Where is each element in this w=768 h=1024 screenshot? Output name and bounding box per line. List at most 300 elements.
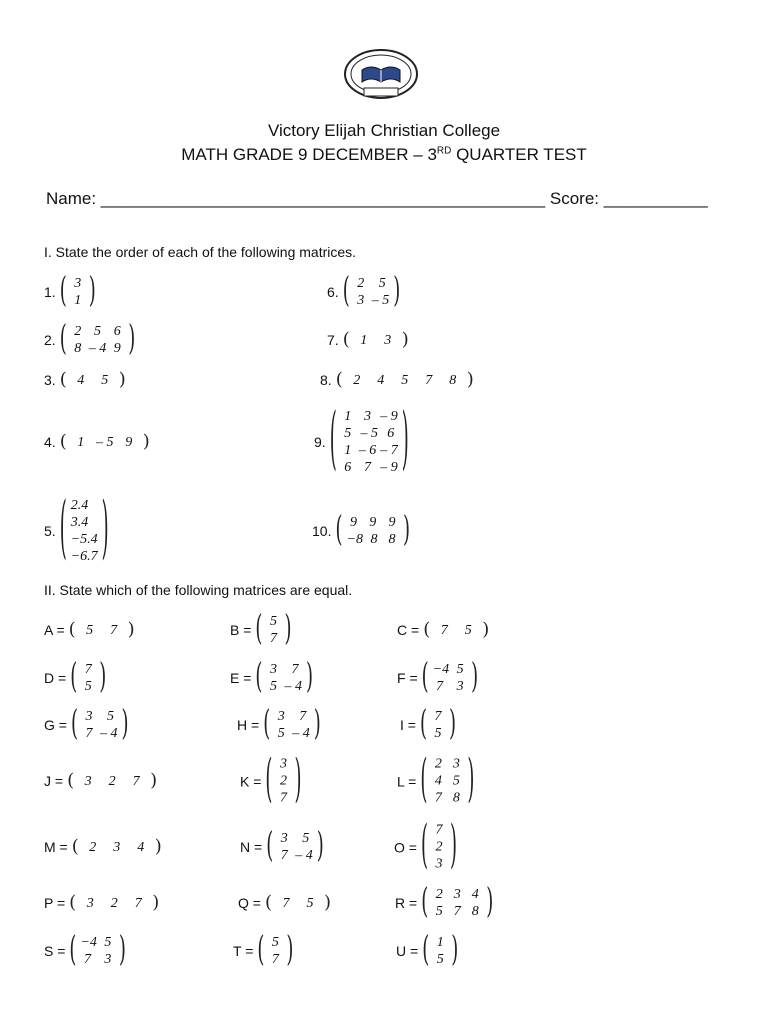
- matrix-entry: 4: [137, 839, 145, 855]
- matrix-item: [397, 657, 479, 697]
- right-paren: ): [471, 657, 479, 697]
- matrix: [336, 371, 474, 389]
- item-label: Q =: [238, 895, 261, 911]
- left-paren: (: [419, 704, 427, 744]
- matrix: [60, 371, 126, 389]
- item-label: 5.: [44, 523, 56, 539]
- matrix-row: [81, 839, 153, 856]
- matrix-entry: 5: [269, 679, 277, 694]
- matrix-entry: 7: [436, 679, 444, 694]
- part1-instruction: I. State the order of each of the following matrices.: [44, 244, 357, 260]
- item-label: 3.: [44, 372, 56, 388]
- matrix: [420, 815, 458, 876]
- right-paren: ): [451, 930, 459, 970]
- matrix-item: [44, 271, 96, 311]
- matrix-row: [430, 856, 448, 873]
- matrix-row: [78, 951, 116, 968]
- matrix-item: [312, 510, 410, 550]
- matrix-item: [44, 489, 109, 569]
- matrix-row: [272, 725, 312, 742]
- matrix-row: [274, 756, 292, 773]
- item-label: 10.: [312, 523, 332, 539]
- right-paren: ): [150, 770, 158, 791]
- matrix-row: [78, 934, 116, 951]
- matrix: [335, 510, 410, 550]
- right-paren: ): [450, 815, 458, 876]
- matrix-row: [352, 292, 392, 309]
- matrix-item: [44, 371, 126, 389]
- item-label: T =: [233, 943, 254, 959]
- matrix-item: [314, 400, 409, 480]
- left-paren: (: [70, 657, 78, 697]
- matrix-entry: 5: [277, 726, 285, 741]
- matrix-item: [396, 930, 459, 970]
- matrix-entry: 3: [104, 952, 112, 967]
- matrix: [70, 657, 107, 697]
- item-label: G =: [44, 717, 67, 733]
- matrix-item: [238, 894, 331, 912]
- matrix-entry: 8: [74, 341, 82, 356]
- matrix-entry: 3: [357, 293, 365, 308]
- item-label: J =: [44, 773, 64, 789]
- matrix-row: [430, 839, 448, 856]
- matrix: [422, 930, 459, 970]
- matrix-entry: 4: [77, 372, 85, 388]
- matrix-row: [345, 531, 401, 548]
- right-paren: ): [401, 400, 409, 480]
- matrix-item: [44, 930, 126, 970]
- matrix-entry: 2: [434, 756, 442, 772]
- left-paren: (: [423, 619, 431, 640]
- matrix: [265, 749, 302, 810]
- matrix-entry: 2.4: [70, 498, 89, 513]
- matrix-item: [44, 319, 136, 359]
- matrix-entry: 5: [302, 831, 310, 846]
- matrix-entry: 4: [471, 887, 479, 902]
- matrix-row: [69, 323, 127, 340]
- right-paren: ): [142, 431, 150, 452]
- right-paren: ): [128, 319, 136, 359]
- matrix-row: [264, 613, 282, 630]
- matrix-entry: 3: [269, 662, 277, 677]
- matrix-entry: – 4: [295, 848, 313, 863]
- matrix-entry: 7: [291, 662, 299, 677]
- matrix-entry: 3: [74, 276, 82, 291]
- right-paren: ): [486, 882, 494, 922]
- matrix-item: [395, 882, 494, 922]
- matrix-entry: 1: [436, 935, 444, 950]
- item-label: A =: [44, 622, 65, 638]
- matrix-entry: 5: [452, 773, 460, 789]
- matrix-entry: 7: [269, 631, 277, 646]
- item-label: B =: [230, 622, 252, 638]
- matrix-entry: 7: [363, 460, 371, 475]
- matrix-row: [69, 434, 141, 451]
- matrix-entry: 7: [282, 895, 290, 911]
- matrix: [60, 433, 150, 451]
- matrix-entry: 5: [101, 372, 109, 388]
- matrix: [329, 400, 409, 480]
- right-paren: ): [154, 836, 162, 857]
- matrix-row: [78, 895, 150, 912]
- matrix: [342, 271, 401, 311]
- matrix-entry: 9: [369, 515, 377, 530]
- right-paren: ): [286, 930, 294, 970]
- matrix-entry: 3: [453, 887, 461, 902]
- matrix-entry: – 5: [95, 434, 114, 450]
- matrix-row: [76, 773, 148, 790]
- matrix-entry: 2: [353, 372, 361, 388]
- left-paren: (: [342, 271, 350, 311]
- matrix-entry: 5: [93, 324, 101, 339]
- left-paren: (: [67, 770, 75, 791]
- matrix-row: [275, 847, 315, 864]
- matrix: [59, 489, 109, 569]
- matrix-entry: 2: [279, 773, 287, 789]
- matrix-entry: 5: [435, 904, 443, 919]
- matrix-entry: 3: [456, 679, 464, 694]
- item-label: 9.: [314, 434, 326, 450]
- matrix-entry: 5: [378, 276, 386, 291]
- left-paren: (: [335, 369, 343, 390]
- matrix-entry: 3: [277, 709, 285, 724]
- item-label: C =: [397, 622, 420, 638]
- matrix-row: [69, 372, 117, 389]
- matrix-item: [44, 657, 107, 697]
- matrix-row: [352, 275, 392, 292]
- right-paren: ): [313, 704, 321, 744]
- left-paren: (: [265, 749, 273, 810]
- matrix-row: [345, 372, 465, 389]
- matrix-entry: 2: [435, 887, 443, 902]
- matrix-entry: 7: [435, 822, 443, 838]
- item-label: K =: [240, 773, 262, 789]
- matrix-item: [230, 609, 292, 649]
- matrix-item: [44, 621, 135, 639]
- matrix-entry: 9: [125, 434, 133, 450]
- matrix-row: [429, 725, 447, 742]
- matrix-entry: 7: [134, 895, 142, 911]
- matrix-entry: 7: [280, 848, 288, 863]
- matrix-row: [431, 678, 469, 695]
- item-label: 2.: [44, 332, 56, 348]
- matrix-entry: 9: [350, 515, 357, 530]
- matrix-item: [327, 331, 409, 349]
- left-paren: (: [69, 930, 77, 970]
- right-paren: ): [152, 892, 160, 913]
- right-paren: ): [284, 609, 292, 649]
- matrix-entry: 8: [370, 532, 378, 547]
- matrix-row: [69, 292, 87, 309]
- matrix-row: [429, 708, 447, 725]
- matrix-row: [264, 678, 304, 695]
- item-label: 4.: [44, 434, 56, 450]
- matrix-row: [429, 756, 465, 773]
- matrix-entry: 5: [436, 952, 444, 967]
- matrix-entry: 3: [435, 856, 443, 872]
- matrix-entry: 5: [434, 726, 442, 741]
- left-paren: (: [329, 400, 337, 480]
- name-score-line: Name: _______________________________________________ Score: ___________: [46, 189, 708, 208]
- matrix: [263, 704, 321, 744]
- matrix-row: [264, 630, 282, 647]
- left-paren: (: [255, 609, 263, 649]
- matrix-entry: – 5: [371, 293, 390, 308]
- matrix-row: [266, 934, 284, 951]
- matrix-entry: 6: [344, 460, 352, 475]
- matrix-entry: −8: [346, 532, 363, 547]
- matrix-entry: 3: [452, 756, 460, 772]
- matrix-row: [275, 830, 315, 847]
- matrix-row: [264, 661, 304, 678]
- matrix-row: [352, 332, 400, 349]
- matrix-entry: −6.7: [70, 549, 98, 564]
- matrix-entry: – 7: [380, 443, 398, 458]
- right-paren: ): [118, 930, 126, 970]
- item-label: E =: [230, 670, 252, 686]
- left-paren: (: [71, 836, 79, 857]
- left-paren: (: [335, 510, 343, 550]
- right-paren: ): [316, 826, 324, 866]
- matrix-entry: 7: [271, 952, 279, 967]
- right-paren: ): [99, 657, 107, 697]
- matrix-row: [339, 459, 400, 476]
- matrix-entry: 7: [85, 726, 93, 741]
- right-paren: ): [305, 657, 313, 697]
- matrix-row: [69, 275, 87, 292]
- matrix-item: [44, 838, 162, 856]
- item-label: D =: [44, 670, 67, 686]
- school-name: Victory Elijah Christian College: [267, 121, 501, 140]
- matrix-item: [230, 657, 313, 697]
- item-label: 8.: [320, 372, 332, 388]
- left-paren: (: [422, 930, 430, 970]
- matrix-row: [430, 903, 484, 920]
- matrix-entry: – 9: [380, 460, 398, 475]
- matrix-entry: 8: [449, 372, 457, 388]
- matrix-row: [78, 622, 126, 639]
- right-paren: ): [127, 619, 135, 640]
- matrix-entry: 2: [110, 895, 118, 911]
- matrix-entry: 6: [113, 324, 121, 339]
- matrix-entry: 7: [453, 904, 461, 919]
- item-label: M =: [44, 839, 68, 855]
- matrix-entry: 7: [132, 773, 140, 789]
- item-label: 1.: [44, 284, 56, 300]
- left-paren: (: [70, 704, 78, 744]
- matrix-entry: 5: [269, 614, 277, 629]
- matrix-row: [431, 934, 449, 951]
- item-label: L =: [397, 773, 417, 789]
- matrix-row: [80, 708, 120, 725]
- matrix-row: [69, 531, 100, 548]
- matrix-row: [272, 708, 312, 725]
- part2-instruction: II. State which of the following matrices are equal.: [44, 582, 353, 598]
- matrix-entry: 5: [104, 935, 112, 950]
- matrix-entry: 8: [471, 904, 479, 919]
- left-paren: (: [69, 892, 77, 913]
- left-paren: (: [263, 704, 271, 744]
- matrix-entry: −4: [80, 935, 97, 950]
- matrix-entry: 7: [434, 790, 442, 806]
- matrix-row: [274, 773, 292, 790]
- item-label: N =: [240, 839, 263, 855]
- matrix-row: [429, 790, 465, 807]
- matrix-entry: 5: [401, 372, 409, 388]
- item-label: S =: [44, 943, 66, 959]
- matrix-entry: 2: [108, 773, 116, 789]
- matrix-entry: 7: [299, 709, 307, 724]
- matrix-entry: 7: [110, 622, 118, 638]
- matrix-entry: 9: [388, 515, 396, 530]
- matrix-entry: 5: [271, 935, 279, 950]
- matrix-entry: – 5: [360, 426, 378, 441]
- left-paren: (: [68, 619, 76, 640]
- item-label: I =: [400, 717, 416, 733]
- matrix-entry: 8: [452, 790, 460, 806]
- left-paren: (: [342, 329, 350, 350]
- matrix-entry: 5: [464, 622, 472, 638]
- matrix: [72, 838, 162, 856]
- right-paren: ): [449, 704, 457, 744]
- matrix-entry: 3: [86, 895, 94, 911]
- matrix-entry: – 6: [358, 443, 377, 458]
- item-label: P =: [44, 895, 66, 911]
- matrix-entry: 7: [434, 709, 442, 724]
- matrix: [69, 894, 159, 912]
- right-paren: ): [118, 369, 126, 390]
- left-paren: (: [59, 271, 67, 311]
- matrix-entry: 7: [440, 622, 448, 638]
- matrix-row: [432, 622, 480, 639]
- matrix-entry: 3: [363, 409, 371, 424]
- right-paren: ): [482, 619, 490, 640]
- matrix-entry: 3: [280, 831, 288, 846]
- matrix-row: [339, 408, 400, 425]
- matrix-row: [69, 548, 100, 565]
- right-paren: ): [466, 369, 474, 390]
- matrix-row: [274, 895, 322, 912]
- right-paren: ): [294, 749, 302, 810]
- item-label: R =: [395, 895, 418, 911]
- matrix-item: [327, 271, 401, 311]
- matrix-entry: 1: [360, 332, 368, 348]
- right-paren: ): [393, 271, 401, 311]
- matrix-entry: 2: [435, 839, 443, 855]
- matrix: [255, 657, 313, 697]
- right-paren: ): [467, 749, 475, 810]
- matrix: [419, 704, 457, 744]
- matrix-row: [431, 661, 469, 678]
- matrix: [67, 772, 157, 790]
- matrix-entry: 3.4: [70, 515, 89, 530]
- matrix: [257, 930, 294, 970]
- matrix-row: [345, 514, 401, 531]
- matrix-entry: 7: [83, 952, 91, 967]
- matrix-item: [237, 704, 321, 744]
- matrix: [59, 319, 136, 359]
- matrix: [59, 271, 96, 311]
- matrix-entry: 7: [84, 662, 92, 677]
- left-paren: (: [420, 815, 428, 876]
- matrix-entry: 3: [85, 709, 93, 724]
- left-paren: (: [59, 489, 67, 569]
- matrix-row: [69, 514, 100, 531]
- matrix: [423, 621, 489, 639]
- matrix-row: [80, 725, 120, 742]
- matrix-entry: 3: [84, 773, 92, 789]
- matrix-row: [79, 678, 97, 695]
- matrix-entry: – 4: [88, 341, 107, 356]
- school-logo: [340, 44, 422, 102]
- matrix-entry: 5: [107, 709, 114, 724]
- matrix-row: [69, 497, 100, 514]
- matrix-entry: 2: [74, 324, 82, 339]
- right-paren: ): [88, 271, 96, 311]
- matrix-entry: −4: [432, 662, 450, 677]
- matrix-entry: 5: [86, 622, 94, 638]
- matrix-row: [430, 822, 448, 839]
- matrix-row: [266, 951, 284, 968]
- matrix-entry: 4: [377, 372, 385, 388]
- left-paren: (: [255, 657, 263, 697]
- matrix: [420, 749, 475, 810]
- matrix-entry: – 4: [100, 726, 118, 741]
- matrix-entry: 2: [357, 276, 365, 291]
- matrix-entry: 3: [384, 332, 392, 348]
- matrix: [421, 657, 479, 697]
- matrix-entry: 7: [425, 372, 433, 388]
- matrix-row: [431, 951, 449, 968]
- matrix-entry: 1: [344, 443, 352, 458]
- right-paren: ): [401, 329, 409, 350]
- matrix-item: [397, 621, 489, 639]
- left-paren: (: [59, 369, 67, 390]
- matrix-item: [240, 826, 324, 866]
- matrix-item: [44, 772, 157, 790]
- matrix-row: [339, 425, 400, 442]
- matrix-entry: 3: [279, 756, 287, 772]
- left-paren: (: [59, 431, 67, 452]
- matrix-entry: −5.4: [70, 532, 98, 547]
- matrix: [69, 621, 135, 639]
- right-paren: ): [324, 892, 332, 913]
- matrix-item: [44, 704, 129, 744]
- left-paren: (: [59, 319, 67, 359]
- matrix-entry: 9: [113, 341, 121, 356]
- matrix-item: [400, 704, 457, 744]
- matrix: [70, 704, 129, 744]
- right-paren: ): [402, 510, 410, 550]
- right-paren: ): [101, 489, 109, 569]
- matrix-entry: 2: [89, 839, 97, 855]
- matrix-row: [69, 340, 127, 357]
- matrix-entry: 1: [344, 409, 352, 424]
- matrix-entry: 1: [74, 293, 82, 308]
- matrix: [69, 930, 126, 970]
- matrix: [421, 882, 494, 922]
- left-paren: (: [264, 892, 272, 913]
- matrix-entry: 5: [344, 426, 352, 441]
- matrix-entry: 5: [456, 662, 464, 677]
- matrix: [266, 826, 324, 866]
- matrix-entry: 7: [279, 790, 287, 806]
- item-label: 6.: [327, 284, 339, 300]
- matrix-item: [394, 815, 458, 876]
- matrix-item: [44, 894, 159, 912]
- matrix-row: [429, 773, 465, 790]
- matrix-entry: – 4: [284, 679, 302, 694]
